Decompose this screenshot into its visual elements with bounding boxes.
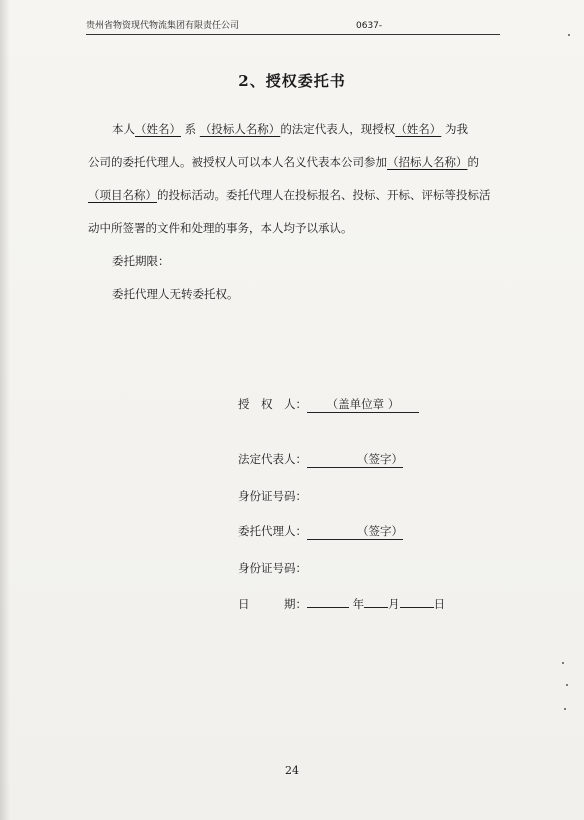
- header-company: 贵州省物资现代物流集团有限责任公司: [86, 21, 240, 31]
- date-label: 日 期：: [238, 597, 307, 611]
- grantor-row: [238, 396, 419, 413]
- no-transfer-note: 委托代理人无转委托权。: [112, 287, 239, 301]
- body-line-3: [88, 186, 491, 204]
- scan-speck: [568, 34, 570, 36]
- date-row: [238, 596, 445, 612]
- agent-signature-field[interactable]: （签字）: [307, 523, 403, 540]
- agent-row: [238, 523, 403, 540]
- body-line-4: 动中所签署的文件和处理的事务，本人均予以承认。: [88, 221, 353, 235]
- text: 公司的委托代理人。被授权人可以本人名义代表本公司参加: [88, 155, 387, 169]
- body-line-1: [112, 120, 468, 138]
- entrust-period: 委托期限：: [112, 254, 170, 268]
- day-label: 日: [433, 597, 446, 611]
- text: 的投标活动。委托代理人在投标报名、投标、开标、评标等投标活: [157, 188, 491, 202]
- page-header: [86, 18, 500, 34]
- header-rule: [86, 34, 500, 35]
- text: 为我: [444, 122, 468, 136]
- legal-rep-label: 法定代表人：: [238, 452, 307, 466]
- text: 的法定代表人，现授权: [280, 122, 396, 136]
- text: 系: [184, 122, 197, 136]
- id-label: 身份证号码：: [238, 561, 307, 575]
- page-number: 24: [285, 764, 299, 777]
- tenderer-placeholder: （招标人名称）: [387, 155, 468, 169]
- grantor-label: 授 权 人：: [238, 397, 307, 411]
- year-label: 年: [352, 597, 365, 611]
- page-edge-shadow: [0, 0, 10, 820]
- id-number-row-1: [238, 488, 307, 504]
- grantor-seal-field[interactable]: （盖单位章 ）: [307, 396, 419, 413]
- project-placeholder: （项目名称）: [88, 188, 157, 202]
- agent-label: 委托代理人：: [238, 524, 307, 538]
- scan-speck: [566, 684, 568, 686]
- scan-speck: [564, 708, 566, 710]
- id-number-row-2: [238, 560, 307, 576]
- name-placeholder-2: （姓名）: [395, 122, 442, 136]
- text: 本人: [112, 122, 135, 136]
- legal-rep-signature-field[interactable]: （签字）: [307, 451, 403, 468]
- header-code: 0637-: [356, 21, 383, 31]
- id-label: 身份证号码：: [238, 489, 307, 503]
- document-title: 2、授权委托书: [238, 72, 346, 90]
- text: 的: [467, 155, 479, 169]
- bidder-placeholder: （投标人名称）: [199, 122, 281, 136]
- scan-speck: [562, 662, 564, 664]
- month-label: 月: [388, 597, 400, 611]
- name-placeholder: （姓名）: [135, 122, 181, 136]
- body-line-2: [88, 153, 479, 171]
- year-field[interactable]: [307, 607, 349, 608]
- legal-rep-row: [238, 451, 403, 468]
- month-field[interactable]: [364, 607, 388, 608]
- day-field[interactable]: [400, 607, 434, 608]
